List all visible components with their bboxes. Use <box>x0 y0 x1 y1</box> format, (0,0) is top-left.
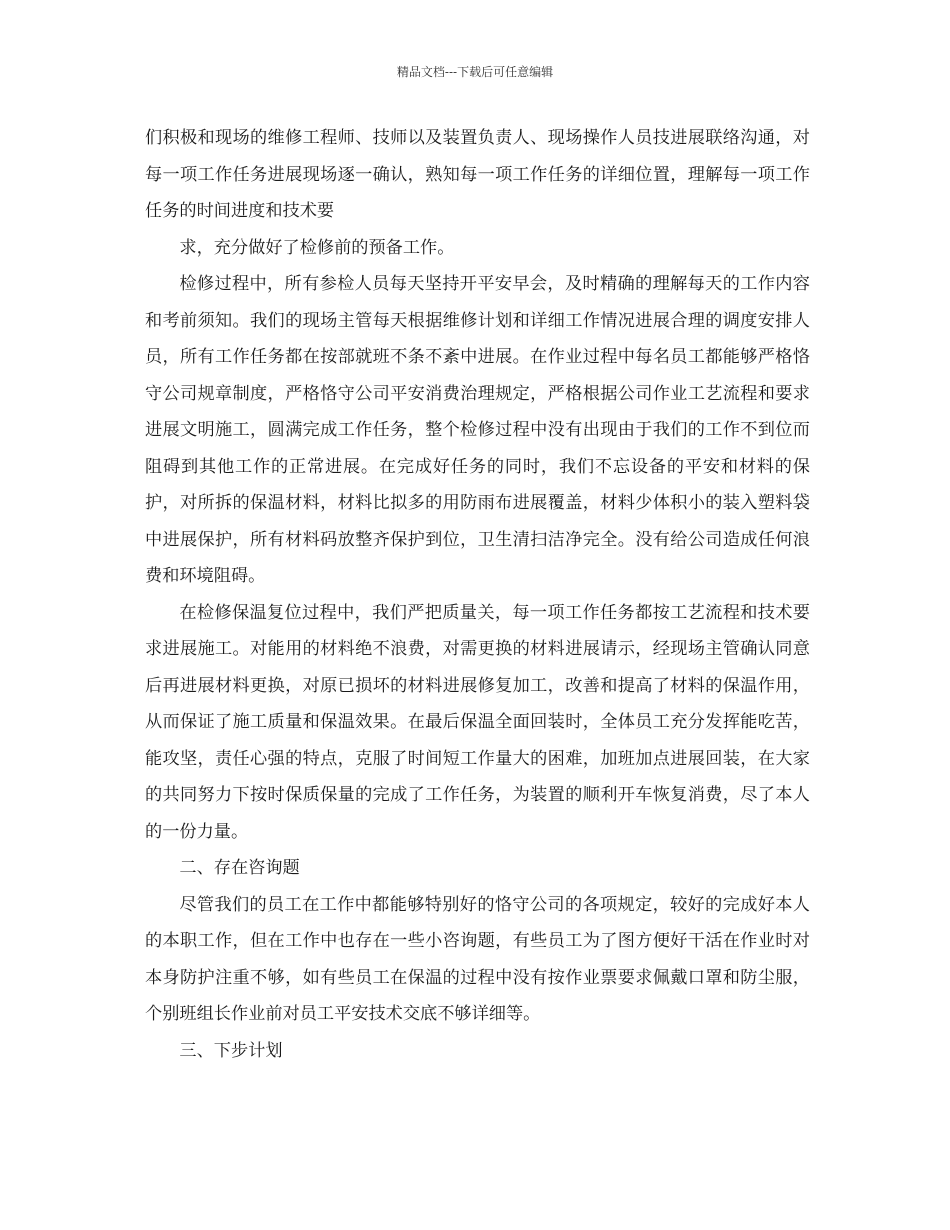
section-heading-problems: 二、存在咨询题 <box>179 858 300 878</box>
page-header: 精品文档---下载后可任意编辑 <box>396 65 554 79</box>
paragraph-continuation: 们积极和现场的维修工程师、技师以及装置负责人、现场操作人员技进展联络沟通，对每一项工作任务进展现场逐一确认，熟知每一项工作任务的详细位置，理解每一项工作任务的时间进度和技术要 <box>145 128 810 221</box>
paragraph-problems: 尽管我们的员工在工作中都能够特别好的恪守公司的各项规定，较好的完成好本人的本职工作，但在工作中也存在一些小咨询题，有些员工为了图方便好干活在作业时对本身防护注重不够，如有些员工在保温的过程中没有按作业票要求佩戴口罩和防尘服，个别班组长作业前对员工平安技术交底不够详细等。 <box>145 894 810 1024</box>
section-heading-next-plan: 三、下步计划 <box>179 1040 283 1061</box>
document-body <box>145 120 810 1069</box>
paragraph-preparation: 求，充分做好了检修前的预备工作。 <box>179 237 455 258</box>
paragraph-insulation-restore: 在检修保温复位过程中，我们严把质量关，每一项工作任务都按工艺流程和技术要求进展施工。对能用的材料绝不浪费，对需更换的材料进展请示，经现场主管确认同意后再进展材料更换，对原已损坏的材料进展修复加工，改善和提高了材料的保温作用，从而保证了施工质量和保温效果。在最后保温全面回装时，全体员工充分发挥能吃苦，能攻坚，责任心强的特点，克服了时间短工作量大的困难，加班加点进展回装，在大家的共同努力下按时保质保量的完成了工作任务，为装置的顺利开车恢复消费，尽了本人的一份力量。 <box>145 602 810 842</box>
paragraph-overhaul-process: 检修过程中，所有参检人员每天坚持开平安早会，及时精确的理解每天的工作内容和考前须知。我们的现场主管每天根据维修计划和详细工作情况进展合理的调度安排人员，所有工作任务都在按部就班不条不紊中进展。在作业过程中每名员工都能够严格恪守公司规章制度，严格恪守公司平安消费治理规定，严格根据公司作业工艺流程和要求进展文明施工，圆满完成工作任务，整个检修过程中没有出现由于我们的工作不到位而阻碍到其他工作的正常进展。在完成好任务的同时，我们不忘设备的平安和材料的保护，对所拆的保温材料，材料比拟多的用防雨布进展覆盖，材料少体积小的装入塑料袋中进展保护，所有材料码放整齐保护到位，卫生清扫洁净完全。没有给公司造成任何浪费和环境阻碍。 <box>145 274 810 586</box>
